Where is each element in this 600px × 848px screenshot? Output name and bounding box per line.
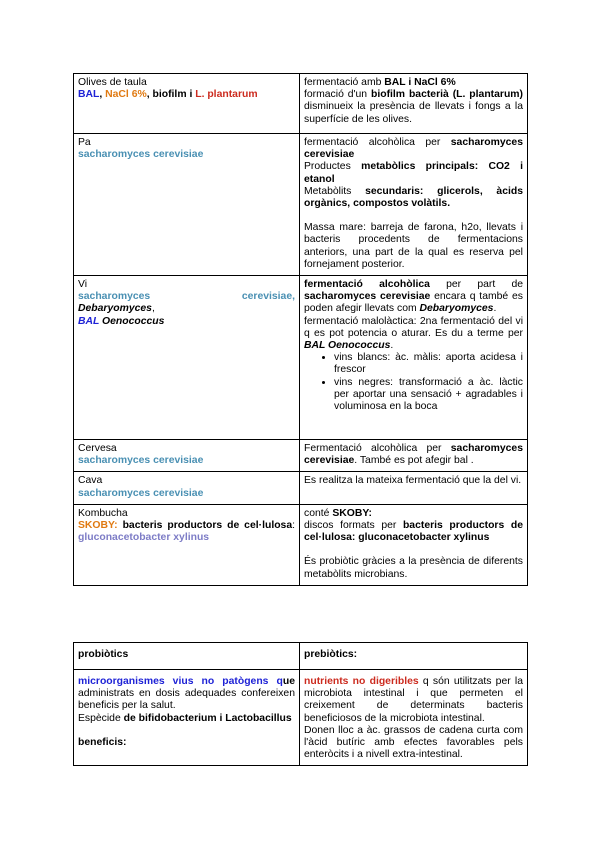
- cervesa-organism: sacharomyces cerevisiae: [78, 455, 204, 467]
- fermented-foods-table: [73, 73, 528, 586]
- kombucha-right-cell: [300, 504, 528, 585]
- probiotics-species: Espècide de bifidobacterium i Lactobacillus: [78, 712, 292, 724]
- table-row: [74, 504, 528, 585]
- prebiotics-effects: Donen lloc a àc. grassos de cadena curta com l'àcid butíric amb efectes favorables pels enteròcits i a nivell extra-intestinal.: [304, 724, 523, 761]
- probiotics-header: probiòtics: [74, 643, 300, 670]
- table-row: [74, 74, 528, 134]
- pa-organism: sacharomyces cerevisiae: [78, 149, 204, 161]
- kombucha-discs: discos formats per bacteris productors de cel·lulosa: gluconacetobacter xylinus: [304, 520, 523, 544]
- pa-products: Productes metabòlics principals: CO2 i etanol: [304, 161, 523, 185]
- probiotics-cell: [74, 670, 300, 766]
- pa-title: Pa: [78, 137, 91, 148]
- kombucha-left-cell: [74, 504, 300, 585]
- table-row: [74, 276, 528, 440]
- vi-malolactic-fermentation: fermentació malolàctica: 2na fermentació del vi q es pot potencia o aturar. Es du a terme per BAL Oenococcus.: [304, 315, 523, 352]
- olives-title: Olives de taula: [78, 77, 147, 88]
- table-row: [74, 670, 528, 766]
- olives-left-cell: [74, 74, 300, 134]
- table-row: [74, 440, 528, 472]
- cava-left-cell: [74, 472, 300, 504]
- pa-left-cell: [74, 134, 300, 276]
- olives-biofilm-text: formació d'un biofilm bacterià (L. plantarum) disminueix la presència de llevats i fongs a la superfície de les olives.: [304, 89, 523, 125]
- prebiotics-definition: nutrients no digeribles q són utilitzats per la microbiota intestinal i que permeten el creixement de determinats bacteris beneficiosos de la microbiota intestinal.: [304, 676, 524, 724]
- kombucha-skoby: SKOBY: bacteris productors de cel·lulosa: gluconacetobacter xylinus: [78, 520, 295, 544]
- pa-massa-mare: Massa mare: barreja de farona, h2o, llevats i bacteris procedents de fermentacions anteriors, una part de la qual es reserva pel fornejament posterior.: [304, 222, 523, 270]
- vi-bullet-list: [304, 352, 523, 413]
- probiotics-prebiotics-table: [73, 642, 528, 766]
- pa-right-cell: [300, 134, 528, 276]
- kombucha-contains: conté SKOBY:: [304, 507, 372, 519]
- cervesa-right-cell: Fermentació alcohòlica per sacharomyces cerevisiae. També es pot afegir bal .: [300, 440, 528, 472]
- pa-fermentation: fermentació alcohòlica per sacharomyces cerevisiae: [304, 137, 523, 161]
- vi-left-cell: [74, 276, 300, 440]
- olives-fermentation: fermentació amb BAL i NaCl 6%: [304, 77, 456, 88]
- vi-organism-3: BAL Oenococcus: [78, 315, 165, 327]
- cava-title: Cava: [78, 475, 103, 487]
- cava-organism: sacharomyces cerevisiae: [78, 487, 204, 499]
- table-row: [74, 472, 528, 504]
- kombucha-probiotic: És probiòtic gràcies a la presència de diferents metabòlits microbians.: [304, 556, 523, 580]
- list-item: • vins negres: transformació a àc. làctic per aportar una sensació + agradables i voluminosa en la boca: [334, 377, 523, 414]
- table-row: [74, 134, 528, 276]
- vi-alcoholic-fermentation: fermentació alcohòlica per part de sacharomyces cerevisiae encara q també es poden afegir llevats com Debaryomyces.: [304, 279, 523, 315]
- cervesa-title: Cervesa: [78, 443, 117, 455]
- vi-title: Vi: [78, 279, 88, 291]
- cava-right-cell: Es realitza la mateixa fermentació que la del vi.: [300, 472, 528, 504]
- olives-right-cell: [300, 74, 528, 134]
- pa-metabolites: Metabòlits secundaris: glicerols, àcids orgànics, compostos volàtils.: [304, 185, 523, 210]
- olives-agents: BAL, NaCl 6%, biofilm i L. plantarum: [78, 89, 258, 101]
- kombucha-title: Kombucha: [78, 507, 128, 519]
- vi-organism-1: sacharomyces cerevisiae,: [78, 291, 295, 303]
- vi-right-cell: [300, 276, 528, 440]
- table-row: [74, 643, 528, 670]
- probiotics-definition: microorganismes vius no patògens que administrats en dosis adequades confereixen beneficis per la salut.: [78, 676, 295, 712]
- prebiotics-header: prebiòtics:: [300, 643, 528, 670]
- list-item: • vins blancs: àc. màlis: aporta acidesa i frescor: [334, 352, 523, 376]
- prebiotics-cell: [300, 670, 528, 766]
- cervesa-left-cell: [74, 440, 300, 472]
- vi-organism-2: Debaryomyces,: [78, 303, 155, 315]
- probiotics-benefits: beneficis:: [78, 736, 127, 748]
